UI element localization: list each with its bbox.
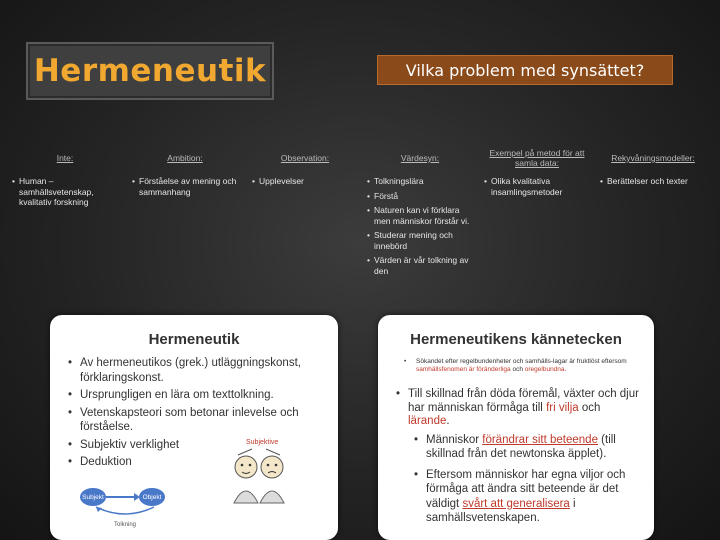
- column-item: • Human – samhällsvetenskap, kvalitativ forskning: [12, 176, 118, 208]
- slide-title: Hermeneutik: [33, 53, 267, 89]
- subject-label: Subjekt: [82, 493, 104, 501]
- card-bullet: • Av hermeneutikos (grek.) utläggningskonst, förklaringskonst.: [68, 356, 326, 385]
- column-item: • Naturen kan vi förklara men människor förstår vi.: [367, 205, 473, 226]
- column-metod: [484, 140, 590, 201]
- subject-bubble: [80, 488, 106, 506]
- column-ambition: [132, 140, 238, 201]
- card-bullet: • Ursprungligen en lära om texttolkning.: [68, 388, 326, 403]
- intro-bullet: • Sökandet efter regelbundenheter och samhälls-lagar är fruktlöst eftersom samhällsfenomen är föränderliga och oregelbundna.: [404, 358, 642, 374]
- column-item: • Förståelse av mening och sammanhang: [132, 176, 238, 197]
- column-vardesyn: [367, 140, 473, 280]
- card-bullet: • Vetenskapsteori som betonar inlevelse och förståelse.: [68, 406, 326, 435]
- kannetecken-card: [378, 315, 654, 540]
- column-item: • Upplevelser: [252, 176, 358, 187]
- column-observation: [252, 140, 358, 191]
- column-header: Rekyvåningsmodeller:: [611, 153, 695, 163]
- slide-title-box: [26, 42, 274, 100]
- card-bullet: • Subjektiv verklighet: [68, 438, 326, 453]
- hermeneutik-card: [50, 315, 338, 540]
- column-modeller: [600, 140, 706, 191]
- column-inte: [12, 140, 118, 212]
- column-header: Exempel på metod för att samla data:: [489, 148, 585, 168]
- card-title: Hermeneutikens kännetecken: [410, 331, 622, 348]
- thinking-people-illustration: [222, 435, 298, 505]
- column-item: • Studerar mening och innebörd: [367, 230, 473, 251]
- curved-return-arrow-icon: [90, 505, 160, 521]
- question-box: [377, 55, 673, 85]
- illustration-caption: Subjektive: [246, 439, 279, 446]
- column-header: Inte:: [56, 153, 74, 163]
- arrow-right-icon: [106, 493, 140, 501]
- sub-bullet: • Människor förändrar sitt beteende (till skillnad från det newtonska äpplet).: [414, 433, 642, 462]
- object-bubble: [139, 488, 165, 506]
- column-header: Observation:: [280, 153, 330, 163]
- column-header: Ambition:: [167, 153, 203, 163]
- column-item: • Olika kvalitativa insamlingsmetoder: [484, 176, 590, 197]
- column-item: • Värden är vår tolkning av den: [367, 255, 473, 276]
- sub-bullet: • Eftersom människor har egna viljor och förmåga att ändra sitt beteende är det väldigt svårt att generalisera i samhällsvetenskapen.: [414, 468, 642, 526]
- main-bullet: • Till skillnad från döda föremål, växter och djur har människan förmåga till fri vilja och lärande.: [396, 388, 642, 429]
- object-label: Objekt: [142, 493, 162, 501]
- question-text: Vilka problem med synsättet?: [405, 60, 645, 80]
- diagram-caption: Tolkning: [114, 522, 137, 528]
- column-item: • Förstå: [367, 191, 473, 202]
- column-item: • Tolkningslära: [367, 176, 473, 187]
- card-title: Hermeneutik: [148, 331, 240, 348]
- card-bullet: • Deduktion: [68, 455, 326, 470]
- column-header: Värdesyn:: [400, 153, 440, 163]
- column-item: • Berättelser och texter: [600, 176, 706, 187]
